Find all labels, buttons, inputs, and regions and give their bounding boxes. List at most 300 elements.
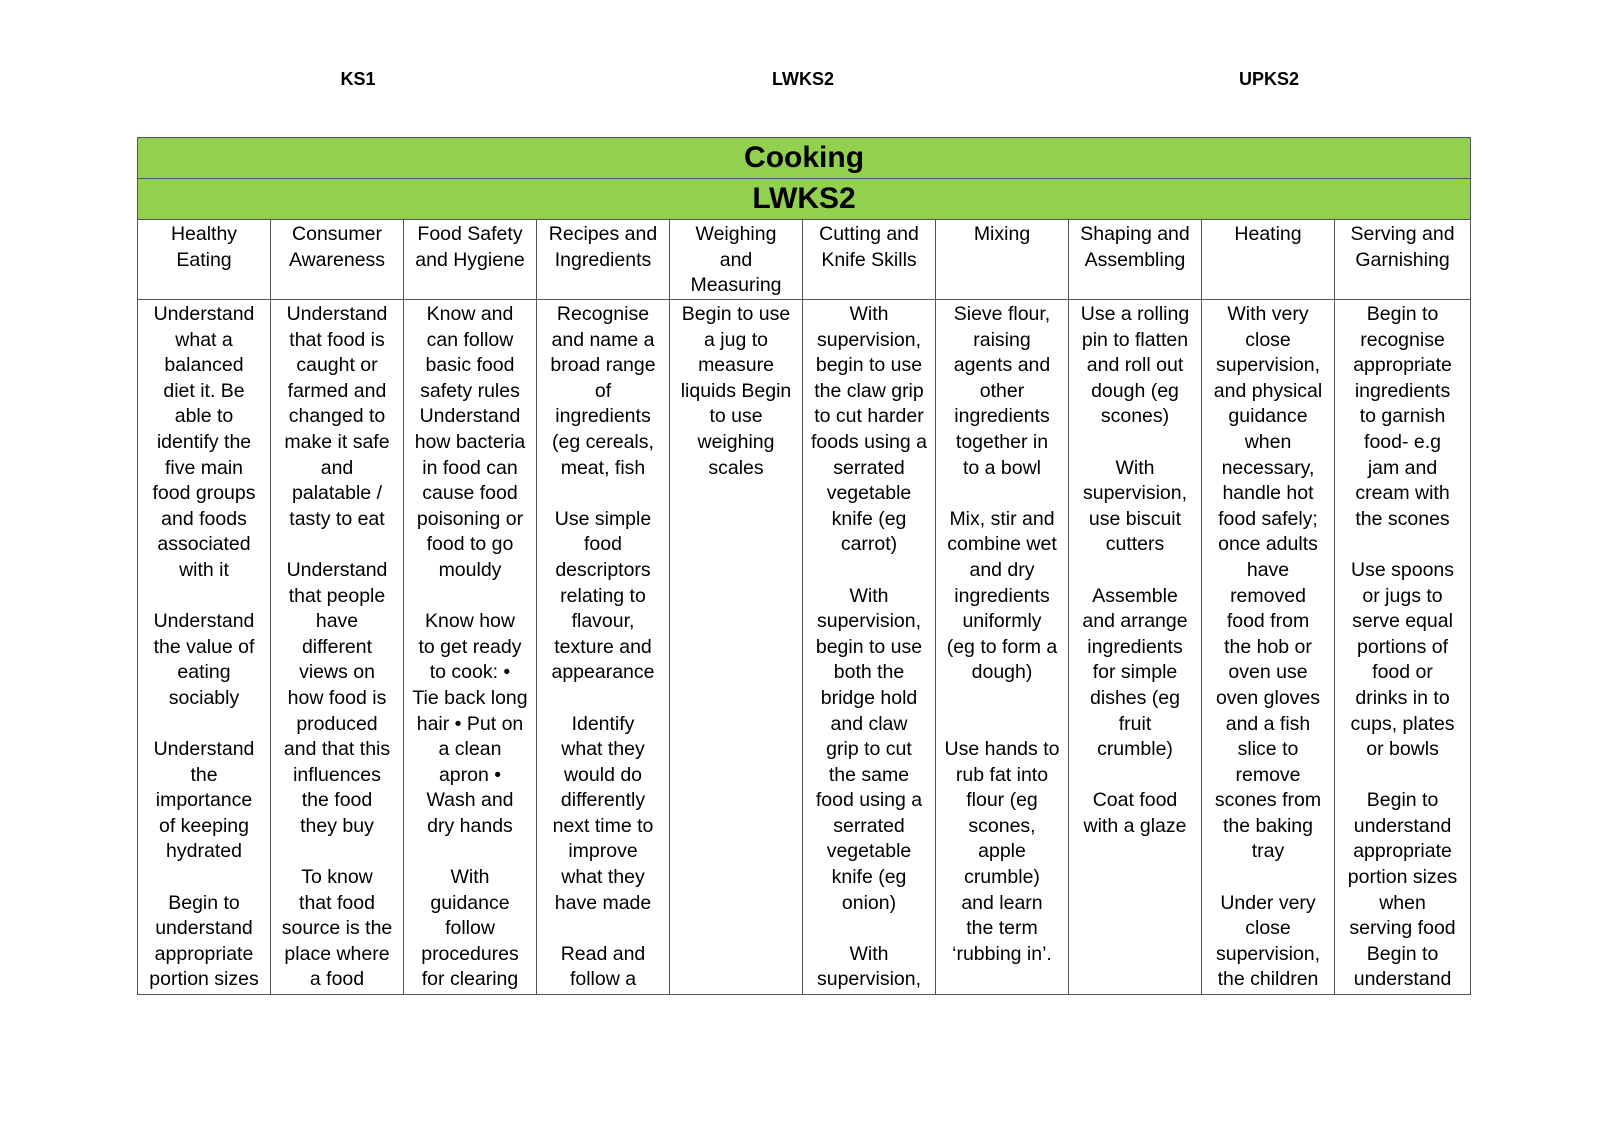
- cell-line: the scones: [1355, 507, 1450, 530]
- paragraph-gap: [1069, 558, 1201, 584]
- cell-line: cream with: [1355, 482, 1450, 505]
- stage-label-ks1: KS1: [340, 69, 376, 89]
- content-cell: [1069, 300, 1202, 995]
- cell-line: understand: [155, 917, 253, 940]
- cell-line: Tie back long: [412, 686, 528, 709]
- column-header: [1335, 220, 1471, 300]
- cell-line: what they: [561, 738, 645, 761]
- cell-line: (eg cereals,: [552, 430, 654, 453]
- cell-line: with it: [179, 558, 229, 581]
- cell-line: have: [1246, 558, 1290, 581]
- cell-line: pin to flatten: [1081, 328, 1189, 351]
- paragraph-gap: [271, 532, 403, 558]
- content-cell: [138, 300, 271, 995]
- cell-line: can follow: [426, 328, 514, 351]
- cell-text: [271, 300, 403, 994]
- cell-line: guidance: [1228, 405, 1308, 428]
- cell-line: dishes (eg: [1090, 686, 1180, 709]
- cell-line: onion): [841, 891, 897, 914]
- cell-line: follow a: [569, 968, 637, 991]
- cell-line: hair • Put on: [416, 712, 524, 735]
- cell-line: the same: [828, 763, 910, 786]
- cell-line: oven gloves: [1215, 686, 1321, 709]
- cell-line: to cook: •: [429, 661, 511, 684]
- cell-line: agents and: [953, 354, 1051, 377]
- cell-line: importance: [155, 789, 253, 812]
- cell-line: and arrange: [1082, 610, 1188, 633]
- paragraph-gap: [537, 686, 669, 712]
- cell-line: poisoning or: [416, 507, 524, 530]
- cell-line: of: [594, 379, 612, 402]
- cell-line: Assemble: [1092, 584, 1178, 607]
- cell-line: Begin to: [168, 891, 240, 914]
- cell-line: bridge hold: [820, 686, 918, 709]
- column-header-line: Knife Skills: [821, 248, 917, 271]
- cell-line: broad range: [550, 354, 656, 377]
- column-header-line: Healthy: [170, 223, 238, 245]
- cell-line: food groups: [152, 482, 256, 505]
- cell-line: dough): [971, 661, 1033, 684]
- cell-line: supervision,: [816, 328, 922, 351]
- paragraph-gap: [537, 916, 669, 942]
- cell-line: apron •: [438, 763, 502, 786]
- cell-line: dough (eg: [1091, 379, 1179, 402]
- cell-line: or bowls: [1366, 738, 1439, 761]
- cell-line: To know: [301, 866, 373, 889]
- cell-line: hydrated: [166, 840, 242, 863]
- column-header-line: Assembling: [1084, 248, 1186, 271]
- cell-line: Know how: [425, 610, 515, 633]
- cell-line: food: [584, 533, 622, 556]
- cell-line: Wash and: [426, 789, 514, 812]
- cell-line: supervision,: [1082, 482, 1188, 505]
- cell-line: Use a rolling: [1080, 303, 1190, 325]
- cell-line: place where: [284, 942, 390, 965]
- cell-line: weighing: [697, 430, 775, 453]
- column-header-line: Ingredients: [554, 248, 652, 271]
- cell-line: remove: [1235, 763, 1301, 786]
- cell-line: together in: [955, 430, 1049, 453]
- cell-line: and physical: [1213, 379, 1323, 402]
- cell-line: Begin to use: [681, 303, 791, 325]
- cell-line: Read and: [560, 942, 646, 965]
- cell-line: and learn: [961, 891, 1043, 914]
- cell-line: supervision,: [1215, 942, 1321, 965]
- cell-line: how food is: [287, 686, 387, 709]
- cell-line: foods using a: [810, 430, 927, 453]
- cell-text: [670, 300, 802, 994]
- cell-line: ingredients: [1087, 635, 1183, 658]
- content-cell: [803, 300, 936, 995]
- cell-line: food safely;: [1218, 507, 1318, 530]
- cell-line: a jug to: [704, 328, 768, 351]
- paragraph-gap: [936, 712, 1068, 738]
- cell-line: combine wet: [947, 533, 1057, 556]
- cell-text: [138, 300, 270, 994]
- cell-line: portion sizes: [149, 968, 259, 991]
- cell-line: make it safe: [284, 430, 390, 453]
- cell-text: [803, 300, 935, 994]
- content-cell: [936, 300, 1069, 995]
- cell-text: [1335, 300, 1470, 994]
- cell-line: relating to: [560, 584, 646, 607]
- cell-line: Understand: [153, 738, 255, 761]
- column-header: [404, 220, 537, 300]
- table-title: Cooking: [138, 138, 1471, 179]
- table-subtitle: LWKS2: [138, 179, 1471, 220]
- cell-line: Use simple: [554, 507, 652, 530]
- cell-line: With: [849, 942, 889, 965]
- cell-line: Use spoons: [1351, 558, 1455, 581]
- paragraph-gap: [936, 686, 1068, 712]
- cell-line: Sieve flour,: [953, 303, 1051, 325]
- cell-line: supervision,: [816, 610, 922, 633]
- cell-line: vegetable: [826, 840, 912, 863]
- cell-line: the term: [966, 917, 1038, 940]
- cell-line: Recognise: [556, 303, 650, 325]
- cell-line: for simple: [1092, 661, 1178, 684]
- cell-line: close: [1245, 917, 1291, 940]
- cell-line: liquids Begin: [680, 379, 792, 402]
- cell-line: palatable /: [292, 482, 382, 505]
- cell-line: identify the: [156, 430, 252, 453]
- cell-line: Identify: [571, 712, 635, 735]
- stage-label-lwks2: LWKS2: [771, 69, 835, 89]
- cell-line: portion sizes: [1347, 866, 1458, 889]
- cell-line: and a fish: [1225, 712, 1311, 735]
- cell-line: and foods: [161, 507, 247, 530]
- cell-line: how bacteria: [414, 430, 526, 453]
- cell-line: when: [1379, 891, 1426, 914]
- cell-line: ingredients: [954, 584, 1050, 607]
- cell-line: vegetable: [826, 482, 912, 505]
- cell-line: supervision,: [816, 968, 922, 991]
- cell-line: Understand: [419, 405, 521, 428]
- cell-line: basic food: [425, 354, 515, 377]
- cell-line: follow: [445, 917, 495, 940]
- paragraph-gap: [1202, 865, 1334, 891]
- cell-line: Begin to: [1366, 942, 1439, 965]
- cell-line: Understand: [153, 610, 255, 633]
- cell-line: the hob or: [1224, 635, 1312, 658]
- column-header: [936, 220, 1069, 300]
- column-header: [1202, 220, 1335, 300]
- column-header-line: Mixing: [973, 223, 1031, 245]
- cell-line: the claw grip: [814, 379, 924, 402]
- cell-line: able to: [174, 405, 234, 428]
- cell-line: the food: [301, 789, 373, 812]
- cell-line: With: [450, 866, 490, 889]
- paragraph-gap: [404, 584, 536, 610]
- column-header: [670, 220, 803, 300]
- cell-line: Under very: [1220, 891, 1316, 914]
- cell-line: changed to: [288, 405, 386, 428]
- cell-line: different: [301, 635, 373, 658]
- cell-line: Coat food: [1092, 789, 1178, 812]
- cell-line: serrated: [833, 456, 905, 479]
- content-cell: [670, 300, 803, 995]
- cell-line: Mix, stir and: [949, 507, 1055, 530]
- cell-line: other: [979, 379, 1025, 402]
- cell-line: a clean: [438, 738, 502, 761]
- paragraph-gap: [271, 839, 403, 865]
- cell-line: appropriate: [1353, 840, 1452, 863]
- cell-line: Know and: [426, 303, 514, 325]
- cell-line: five main: [164, 456, 244, 479]
- cell-line: With: [849, 584, 889, 607]
- paragraph-gap: [537, 481, 669, 507]
- cell-line: produced: [296, 712, 378, 735]
- cell-line: fruit: [1118, 712, 1152, 735]
- cell-line: when: [1244, 430, 1292, 453]
- cell-line: knife (eg: [831, 507, 907, 530]
- cell-line: scones): [1100, 405, 1170, 428]
- cell-line: a food: [309, 968, 365, 991]
- cell-text: [1069, 300, 1201, 994]
- column-header-line: and: [719, 248, 753, 271]
- cell-line: what a: [175, 328, 233, 351]
- cooking-curriculum-table: [137, 137, 1471, 995]
- paragraph-gap: [803, 558, 935, 584]
- cell-line: ingredients: [555, 405, 651, 428]
- cell-line: once adults: [1218, 533, 1318, 556]
- cell-line: the value of: [153, 635, 255, 658]
- column-header-line: Weighing: [695, 223, 777, 245]
- cell-line: and name a: [551, 328, 655, 351]
- cell-text: [404, 300, 536, 994]
- cell-line: measure: [698, 354, 774, 377]
- cell-line: serve equal: [1352, 610, 1453, 633]
- cell-line: and claw: [830, 712, 908, 735]
- cell-line: food using a: [815, 789, 923, 812]
- cell-line: removed: [1230, 584, 1306, 607]
- paragraph-gap: [1069, 763, 1201, 789]
- content-cell: [537, 300, 670, 995]
- cell-line: food or: [1372, 661, 1433, 684]
- cell-line: begin to use: [815, 354, 923, 377]
- cell-line: (eg to form a: [946, 635, 1058, 658]
- cell-line: serving food: [1349, 917, 1456, 940]
- column-header-line: Heating: [1234, 223, 1302, 245]
- cell-line: appropriate: [1353, 354, 1452, 377]
- cell-line: tasty to eat: [289, 507, 385, 530]
- content-row: [138, 300, 1471, 995]
- cell-line: appearance: [551, 661, 655, 684]
- cell-line: that food: [299, 891, 375, 914]
- column-header: [271, 220, 404, 300]
- column-header-line: Awareness: [288, 248, 386, 271]
- cell-line: have: [315, 610, 359, 633]
- column-header-line: Shaping and: [1080, 223, 1190, 245]
- cell-line: With: [1115, 456, 1155, 479]
- cell-line: procedures: [421, 942, 519, 965]
- column-header-line: Measuring: [690, 274, 782, 297]
- cell-line: both the: [833, 661, 905, 684]
- cell-line: balanced: [164, 354, 244, 377]
- cell-line: jam and: [1367, 456, 1438, 479]
- column-header-line: Food Safety: [417, 223, 523, 245]
- cell-line: influences: [293, 763, 381, 786]
- cell-line: Use hands to: [944, 738, 1060, 761]
- cell-line: crumble): [964, 866, 1040, 889]
- cell-line: to garnish: [1359, 405, 1446, 428]
- cell-line: to use: [709, 405, 763, 428]
- cell-line: begin to use: [815, 635, 923, 658]
- cell-line: to get ready: [418, 635, 522, 658]
- cell-line: and that this: [283, 738, 391, 761]
- cell-line: what they: [561, 866, 645, 889]
- cell-line: meat, fish: [560, 456, 646, 479]
- cell-line: for clearing: [421, 968, 519, 991]
- cell-line: or jugs to: [1362, 584, 1443, 607]
- column-header-line: Cutting and: [819, 223, 919, 245]
- cell-line: use biscuit: [1088, 507, 1182, 530]
- cell-line: eating: [177, 661, 231, 684]
- cell-line: serrated: [833, 814, 905, 837]
- cell-line: portions of: [1357, 635, 1449, 658]
- cell-line: views on: [299, 661, 375, 684]
- cell-line: appropriate: [154, 942, 254, 965]
- paragraph-gap: [936, 481, 1068, 507]
- column-header-line: Serving and: [1350, 223, 1455, 245]
- cell-line: scones,: [968, 814, 1036, 837]
- paragraph-gap: [1335, 763, 1470, 789]
- cell-line: to a bowl: [962, 456, 1042, 479]
- cell-line: raising: [973, 328, 1031, 351]
- cell-line: food from: [1226, 610, 1310, 633]
- cell-line: and roll out: [1086, 354, 1184, 377]
- cell-line: next time to: [552, 814, 654, 837]
- column-header: [138, 220, 271, 300]
- cell-text: [1202, 300, 1334, 994]
- cell-line: flavour,: [571, 610, 635, 633]
- cell-line: scales: [708, 456, 764, 479]
- cell-line: in food can: [422, 456, 518, 479]
- cell-line: would do: [563, 763, 643, 786]
- column-header-line: Eating: [176, 248, 232, 271]
- cell-line: associated: [157, 533, 251, 556]
- cell-line: farmed and: [287, 379, 387, 402]
- cell-line: recognise: [1360, 328, 1445, 351]
- cell-line: differently: [560, 789, 646, 812]
- cell-line: texture and: [554, 635, 652, 658]
- cell-line: they buy: [300, 814, 374, 837]
- stage-label-upks2: UPKS2: [1238, 69, 1300, 89]
- paragraph-gap: [404, 839, 536, 865]
- cell-text: [537, 300, 669, 994]
- cell-line: flour (eg: [966, 789, 1038, 812]
- cell-line: food- e.g: [1364, 430, 1442, 453]
- paragraph-gap: [1335, 532, 1470, 558]
- cell-line: have made: [554, 891, 652, 914]
- cell-line: tray: [1251, 840, 1285, 863]
- cell-line: apple: [978, 840, 1026, 863]
- cell-line: descriptors: [555, 558, 651, 581]
- cell-line: Understand: [153, 303, 255, 325]
- content-cell: [404, 300, 537, 995]
- cell-line: and: [320, 456, 354, 479]
- column-header-line: Garnishing: [1355, 248, 1450, 271]
- cell-text: [936, 300, 1068, 994]
- cell-line: ingredients: [1354, 379, 1451, 402]
- content-cell: [271, 300, 404, 995]
- cell-line: diet it. Be: [163, 379, 245, 402]
- column-header-line: Recipes and: [548, 223, 658, 245]
- cell-line: that people: [288, 584, 386, 607]
- cell-line: the children: [1217, 968, 1319, 991]
- cell-line: With very: [1227, 303, 1309, 325]
- cell-line: and dry: [969, 558, 1035, 581]
- cell-line: Begin to: [1366, 789, 1439, 812]
- cell-line: slice to: [1237, 738, 1299, 761]
- cell-line: handle hot: [1222, 482, 1314, 505]
- cell-line: knife (eg: [831, 866, 907, 889]
- cell-line: With: [849, 303, 889, 325]
- cell-line: necessary,: [1221, 456, 1315, 479]
- cell-line: the: [190, 763, 218, 786]
- cell-line: ‘rubbing in’.: [952, 942, 1052, 965]
- paragraph-gap: [138, 712, 270, 738]
- cell-line: that food is: [289, 328, 385, 351]
- paragraph-gap: [138, 865, 270, 891]
- column-header: [1069, 220, 1202, 300]
- cell-line: source is the: [281, 917, 393, 940]
- cell-line: Understand: [286, 303, 388, 325]
- column-header-row: [138, 220, 1471, 300]
- column-header-line: and Hygiene: [415, 248, 525, 271]
- cell-line: mouldy: [438, 558, 502, 581]
- cell-line: food to go: [426, 533, 514, 556]
- column-header: [803, 220, 936, 300]
- cell-line: supervision,: [1215, 354, 1321, 377]
- cell-line: improve: [568, 840, 638, 863]
- cell-line: sociably: [168, 686, 240, 709]
- cell-line: caught or: [296, 354, 378, 377]
- cell-line: cups, plates: [1350, 712, 1455, 735]
- cell-line: grip to cut: [826, 738, 912, 761]
- cell-line: uniformly: [962, 610, 1042, 633]
- content-cell: [1202, 300, 1335, 995]
- content-cell: [1335, 300, 1471, 995]
- cell-line: cause food: [422, 482, 518, 505]
- cell-line: ingredients: [954, 405, 1050, 428]
- cell-line: oven use: [1228, 661, 1308, 684]
- column-header-line: Consumer: [292, 223, 382, 245]
- cell-line: safety rules: [420, 379, 520, 402]
- cell-line: rub fat into: [955, 763, 1049, 786]
- paragraph-gap: [803, 916, 935, 942]
- cell-line: to cut harder: [814, 405, 924, 428]
- cell-line: the baking: [1223, 814, 1313, 837]
- paragraph-gap: [1069, 430, 1201, 456]
- cell-line: close: [1245, 328, 1291, 351]
- paragraph-gap: [138, 584, 270, 610]
- cell-line: Begin to: [1366, 303, 1439, 325]
- cell-line: scones from: [1214, 789, 1322, 812]
- cell-line: crumble): [1097, 738, 1173, 761]
- cell-line: Understand: [286, 558, 388, 581]
- cell-line: cutters: [1105, 533, 1165, 556]
- cell-line: with a glaze: [1083, 814, 1187, 837]
- cell-line: carrot): [840, 533, 898, 556]
- cell-line: guidance: [430, 891, 510, 914]
- cell-line: understand: [1353, 968, 1452, 991]
- cell-line: dry hands: [427, 814, 513, 837]
- cell-line: understand: [1353, 814, 1452, 837]
- column-header: [537, 220, 670, 300]
- cell-line: of keeping: [159, 814, 249, 837]
- cell-line: drinks in to: [1355, 686, 1450, 709]
